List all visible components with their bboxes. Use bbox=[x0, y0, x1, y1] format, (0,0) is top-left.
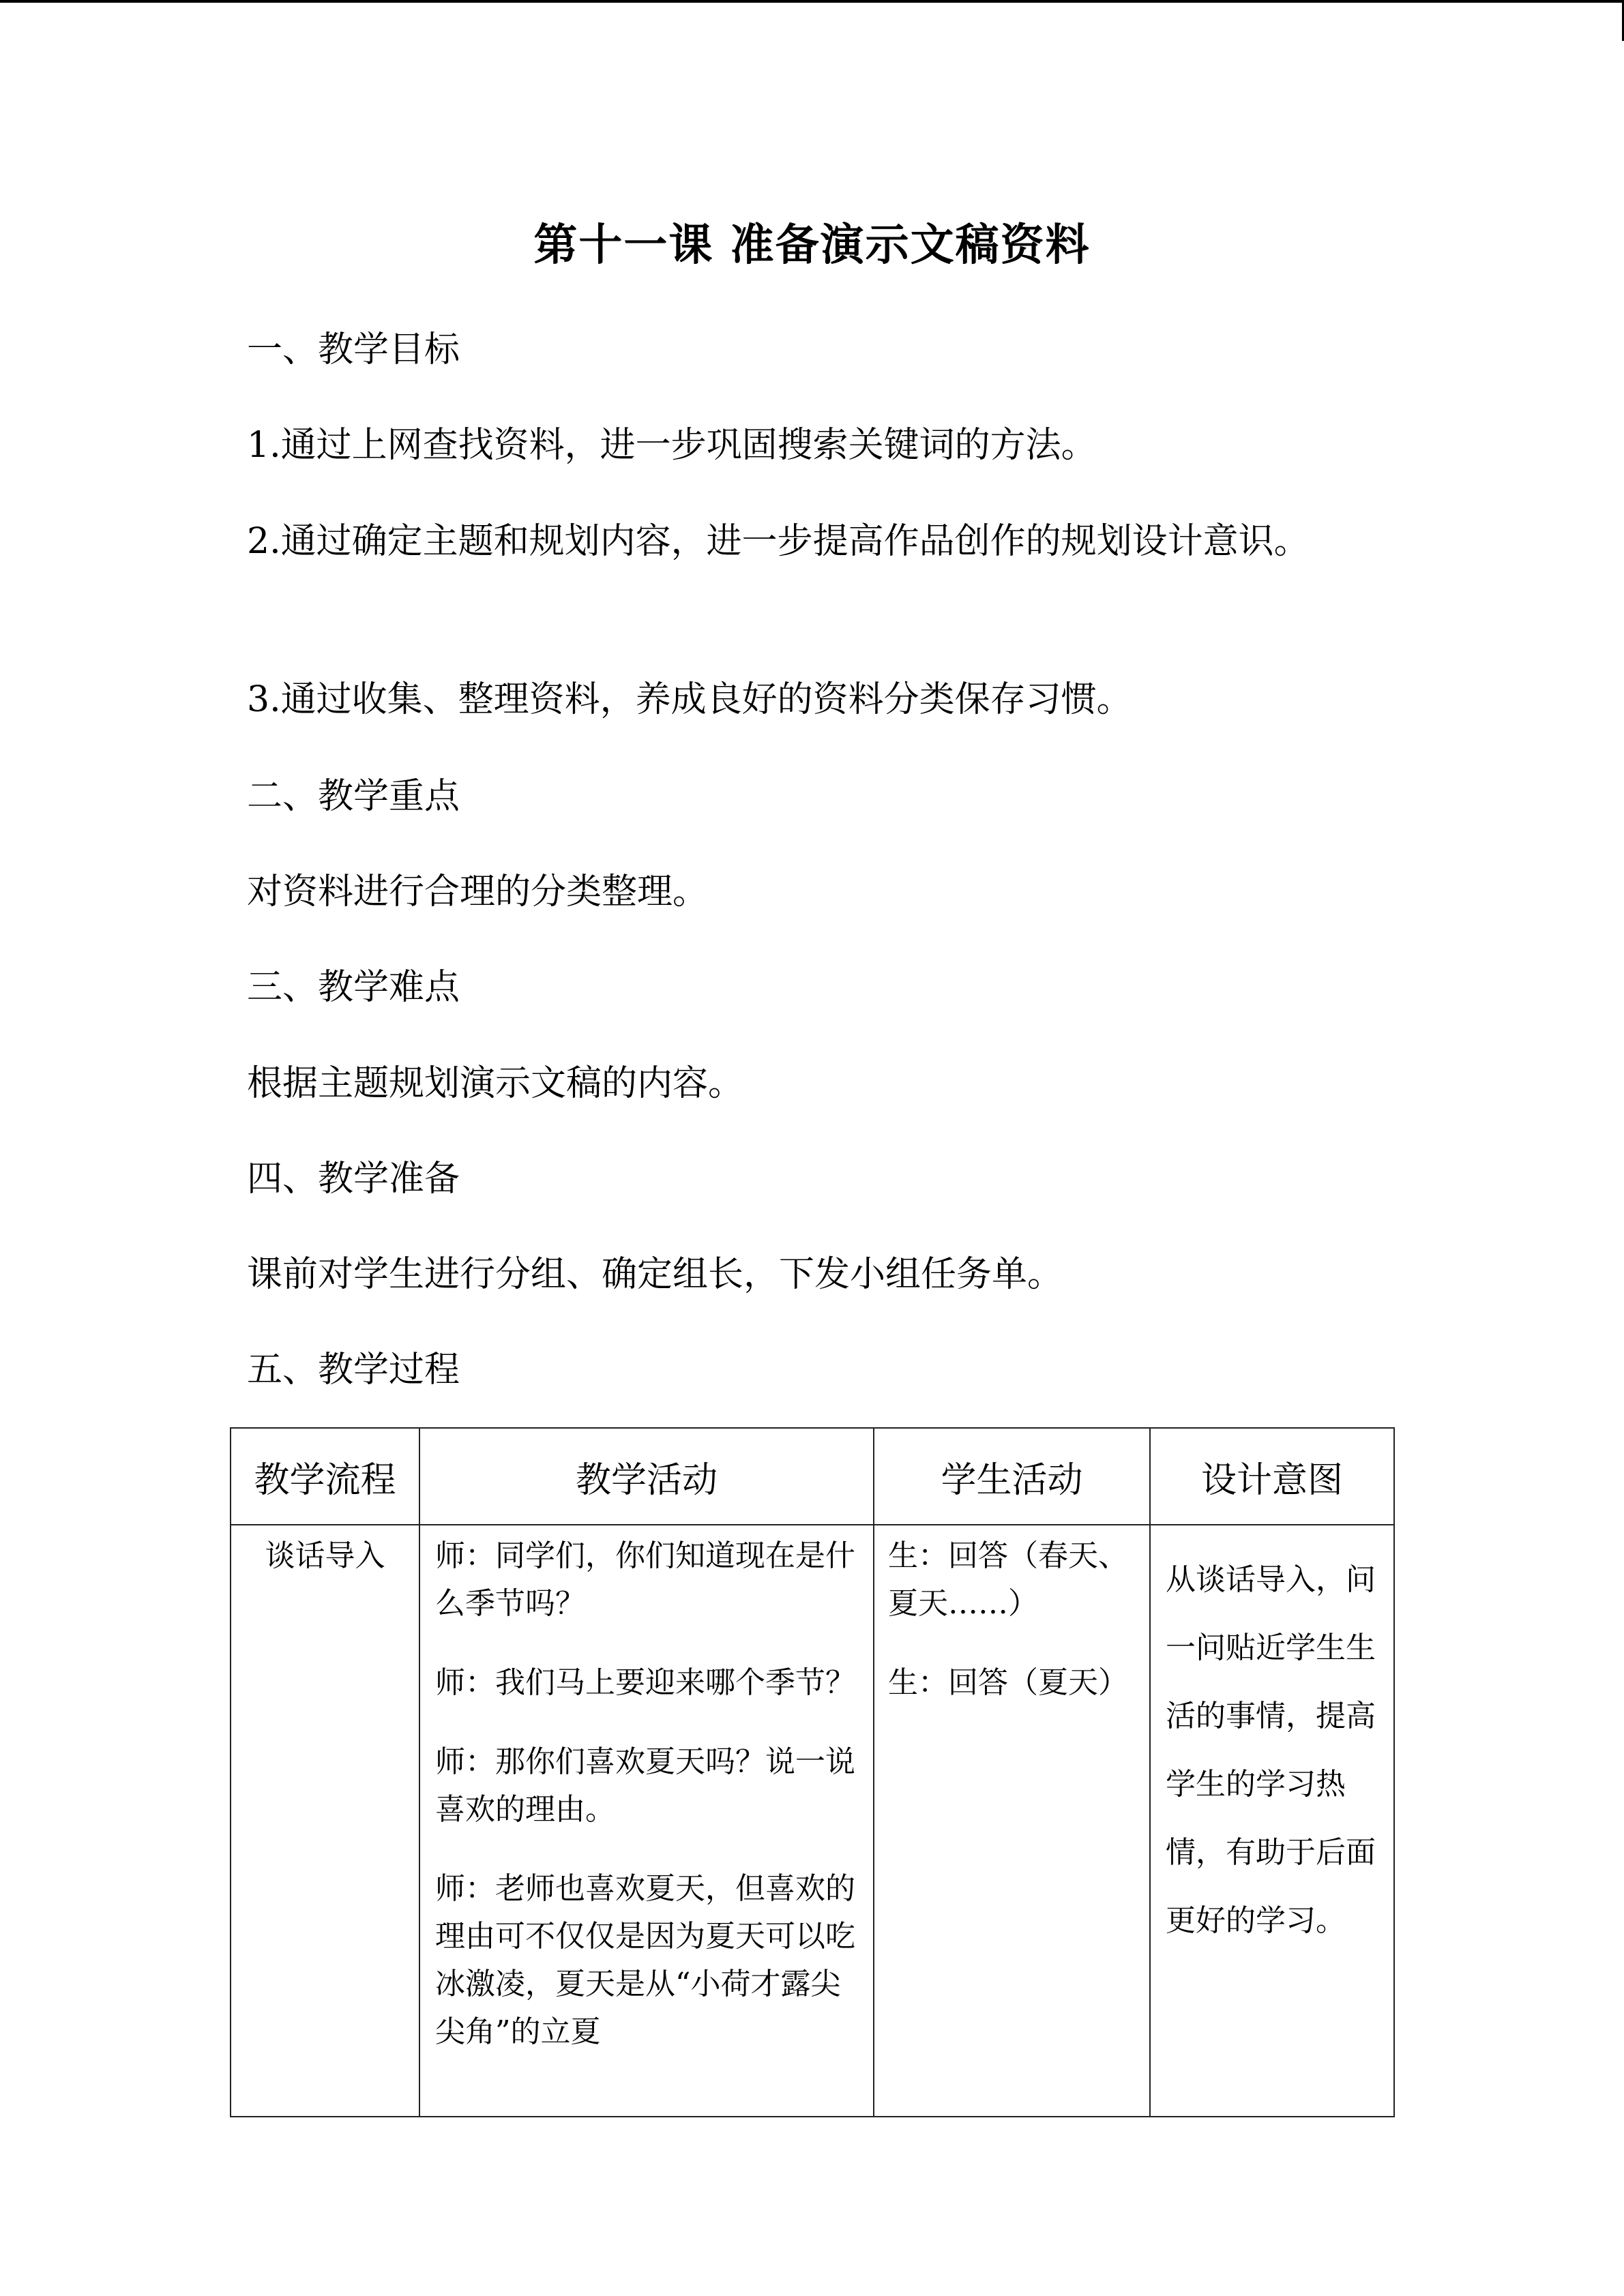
teacher-line: 师：那你们喜欢夏天吗？说一说喜欢的理由。 bbox=[435, 1744, 855, 1827]
table-header-row bbox=[231, 1428, 1394, 1525]
cell-flow: 谈话导入 bbox=[231, 1525, 419, 2117]
teacher-line: 师：同学们，你们知道现在是什么季节吗？ bbox=[435, 1538, 855, 1621]
student-line: 生：回答（夏天） bbox=[888, 1665, 1128, 1700]
preparation-text: 课前对学生进行分组、确定组长，下发小组任务单。 bbox=[247, 1254, 1063, 1295]
header-student-activity: 学生活动 bbox=[874, 1428, 1150, 1525]
student-line: 生：回答（春天、夏天……） bbox=[888, 1538, 1128, 1621]
cell-teacher-activity bbox=[419, 1525, 874, 2117]
document-title: 第十一课 准备演示文稿资料 bbox=[533, 220, 1091, 271]
objectives-heading: 一、教学目标 bbox=[247, 329, 460, 370]
teaching-process-table bbox=[230, 1427, 1395, 2117]
key-points-text: 对资料进行合理的分类整理。 bbox=[247, 871, 709, 912]
page-top-border bbox=[0, 0, 1624, 3]
header-teaching-flow: 教学流程 bbox=[231, 1428, 419, 1525]
cell-design-intent: 从谈话导入，问一问贴近学生生活的事情，提高学生的学习热情，有助于后面更好的学习。 bbox=[1150, 1525, 1394, 2117]
difficulty-text: 根据主题规划演示文稿的内容。 bbox=[247, 1063, 744, 1104]
header-design-intent: 设计意图 bbox=[1150, 1428, 1394, 1525]
objective-item-3: 3.通过收集、整理资料，养成良好的资料分类保存习惯。 bbox=[247, 679, 1132, 720]
difficulty-heading: 三、教学难点 bbox=[247, 967, 460, 1008]
objective-item-2: 2.通过确定主题和规划内容，进一步提高作品创作的规划设计意识。 bbox=[247, 521, 1310, 562]
preparation-heading: 四、教学准备 bbox=[247, 1159, 460, 1199]
teacher-line: 师：老师也喜欢夏天，但喜欢的理由可不仅仅是因为夏天可以吃冰激凌，夏天是从“小荷才露尖尖角”的立夏 bbox=[435, 1871, 855, 2049]
objective-item-1: 1.通过上网查找资料，进一步巩固搜索关键词的方法。 bbox=[247, 425, 1097, 466]
header-teaching-activity: 教学活动 bbox=[419, 1428, 874, 1525]
process-heading: 五、教学过程 bbox=[247, 1350, 460, 1390]
key-points-heading: 二、教学重点 bbox=[247, 776, 460, 817]
table-row bbox=[231, 1525, 1394, 2117]
cell-student-activity bbox=[874, 1525, 1150, 2117]
teacher-line: 师：我们马上要迎来哪个季节？ bbox=[435, 1665, 855, 1700]
